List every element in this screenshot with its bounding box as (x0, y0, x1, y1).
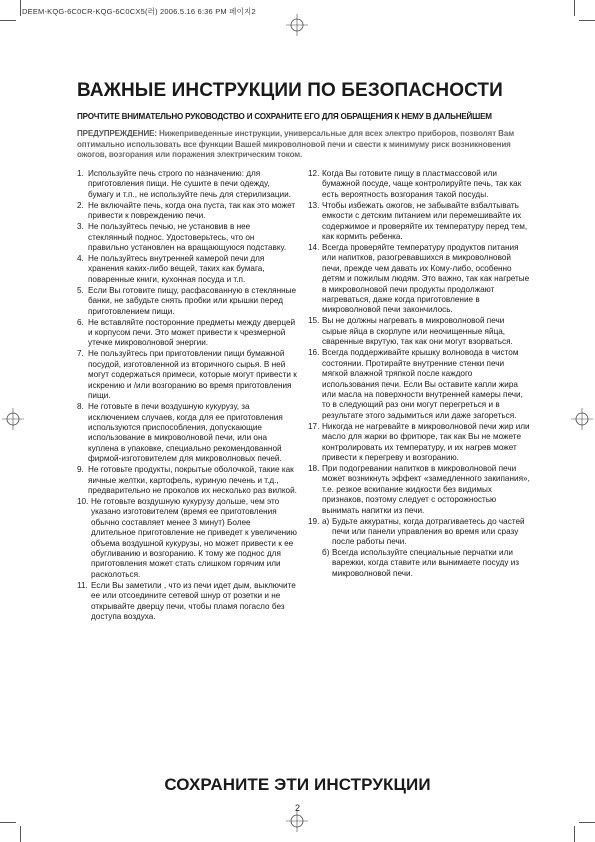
item-text: Не пользуйтесь печью, не установив в нее стеклянный поднос. Удостоверьтесь, что он правильно установлен на вращающуюся подставку. (88, 222, 287, 253)
instruction-item (308, 169, 530, 200)
item-number: 12. (308, 169, 320, 178)
instruction-item (77, 222, 297, 253)
warning-text: Нижеприведенные инструкции, универсальные для всех электро приборов, позволят Вам оптимально использовать все функции Вашей микроволновой печи и свести к минимуму риск возникновения ожогов, возгорания или поражения электрическим током. (77, 129, 515, 159)
item-number: 9. (77, 465, 84, 475)
instruction-item (77, 349, 297, 401)
instruction-item (77, 254, 297, 285)
item-text: При подогревании напитков в микроволновой печи может возникнуть эффект «замедленного закипания», т.е. резкое вскипание жидкости без видимых признаков, поэтому следует с осторожностью вынимать напитки из печи. (322, 463, 530, 515)
sub-label: а) (322, 516, 330, 526)
instructions-left-column (77, 169, 297, 623)
sub-text: Всегда используйте специальные перчатки или варежки, когда ставите или вынимаете посуду из микроволновой печи. (332, 547, 520, 578)
sub-text: Будьте аккуратны, когда дотрагиваетесь до частей печи или панели управления во время или сразу после работы печи. (332, 516, 525, 547)
item-number: 6. (77, 317, 84, 327)
item-number: 16. (308, 348, 320, 358)
instruction-item (308, 316, 530, 347)
item-number: 13. (308, 200, 320, 210)
instruction-item (308, 517, 530, 579)
crop-mark-bottom-right-h (579, 822, 595, 823)
item-number: 10. (77, 496, 89, 506)
item-text: Вы не должны нагревать в микроволновой печи сырые яйца в скорлупе или неочищенные яйца, сваренные вкрутую, так как они могут взорваться. (322, 316, 513, 347)
sub-instruction (322, 548, 530, 579)
item-text: Не пользуйтесь внутренней камерой печи для хранения каких-либо вещей, таких как бумага, поваренные книги, кухонная посуда и т.п. (88, 254, 265, 284)
item-number: 19. (308, 516, 320, 526)
item-text: Чтобы избежать ожогов, не забывайте взбалтывать емкости с детским питанием или перемешивайте их содержимое и проверяйте их температуру перед тем, как кормить ребенка. (322, 200, 528, 242)
crop-mark-top-right-h (579, 20, 595, 21)
instruction-item (77, 497, 297, 580)
page-number: 2 (294, 803, 300, 813)
instruction-item (77, 318, 297, 349)
instruction-item (77, 201, 297, 222)
sub-label: б) (322, 547, 330, 557)
crop-mark-top-left-v (20, 0, 21, 16)
item-number: 4. (77, 254, 84, 264)
item-text: Если Вы заметили , что из печи идет дым, выключите ее или отсоедините сетевой шнур от розетки и не открывайте дверцу печи, чтобы пламя погасло без доступа воздуха. (91, 580, 296, 621)
item-text: Не пользуйтесь при приготовлении пищи бумажной посудой, изготовленной из вторичного сырья. В ней могут содержаться примеси, которые могут привести к искрению и /или возгоранию во время приготовления пищи. (88, 349, 297, 401)
instruction-item (308, 464, 530, 516)
crop-mark-bottom-left-h (0, 822, 16, 823)
item-number: 7. (77, 349, 84, 359)
item-number: 18. (308, 463, 320, 473)
item-number: 14. (308, 243, 320, 253)
item-text: Если Вы готовите пищу, расфасованную в стеклянные банки, не забудьте снять пробки или крышки перед приготовлением пищи. (88, 285, 297, 316)
instruction-item (308, 201, 530, 243)
item-text: Всегда проверяйте температуру продуктов питания или напитков, разогревавшихся в микроволновой печи, прежде чем давать их Кому-либо, особенно детям и пожилым людям. Это важно, так как нагретые в микроволновой печи продукты продолжают нагреваться, даже когда приготовление в микроволновой печи закончилось. (322, 243, 530, 315)
registration-mark-icon (571, 408, 593, 430)
item-number: 8. (77, 402, 84, 412)
item-number: 1. (77, 169, 84, 178)
crop-mark-top-left-h (0, 20, 16, 21)
registration-mark-icon (2, 408, 24, 430)
page-subtitle: ПРОЧТИТЕ ВНИМАТЕЛЬНО РУКОВОДСТВО И СОХРАНИТЕ ЕГО ДЛЯ ОБРАЩЕНИЯ К НЕМУ В ДАЛЬНЕЙШЕМ (77, 112, 492, 121)
item-text: Не готовьте воздушную кукурузу дольше, чем это указано изготовителем (время ее приготовления обычно составляет менее 3 минут) Более длительное приготовление не приведет к увеличению объема воздушной кукурузы, но может привести к ее обугливанию и возгоранию. К тому же поднос для приготовления может стать слишком горячим или расколоться. (91, 496, 297, 579)
item-number: 15. (308, 316, 320, 326)
warning-paragraph (77, 129, 525, 161)
instruction-item (77, 169, 297, 200)
instruction-item (77, 465, 297, 496)
instruction-item (77, 402, 297, 464)
instruction-item (308, 348, 530, 421)
registration-mark-icon (286, 810, 308, 832)
page-title: ВАЖНЫЕ ИНСТРУКЦИИ ПО БЕЗОПАСНОСТИ (77, 80, 503, 101)
item-text: Используйте печь строго по назначению: для приготовления пищи. Не сушите в печи одежду, бумагу и т.п., не используйте печь для стерилизации. (88, 169, 291, 199)
crop-mark-bottom-left-v (20, 826, 21, 842)
warning-label: ПРЕДУПРЕЖДЕНИЕ: (77, 129, 157, 138)
item-number: 11. (77, 580, 88, 590)
instruction-item (308, 243, 530, 316)
item-text: Не включайте печь, когда она пуста, так как это может привести к повреждению печи. (88, 200, 296, 221)
crop-mark-bottom-right-v (574, 826, 575, 842)
save-instructions-heading: СОХРАНИТЕ ЭТИ ИНСТРУКЦИИ (164, 775, 431, 794)
registration-mark-icon (286, 14, 308, 36)
instruction-item (308, 422, 530, 464)
sub-instruction (322, 517, 530, 548)
item-text: Не готовьте продукты, покрытые оболочкой, такие как яичные желтки, картофель, куриную печень и т.д., предварительно не проколов их несколько раз вилкой. (88, 465, 297, 495)
instruction-item (77, 286, 297, 317)
instruction-item (77, 581, 297, 623)
item-number: 2. (77, 200, 84, 210)
item-text: Никогда не нагревайте в микроволновой печи жир или масло для жарки во фритюре, так как Вы не можете контролировать их температуру, и их нагрев может привести к перегреву и возгоранию. (322, 421, 530, 462)
print-header: DEEM-KQG-6C0CR-KQG-6C0CX5(러) 2006.5.16 6:36 PM 페이지2 (22, 7, 256, 16)
item-text: Не вставляйте посторонние предметы между дверцей и корпусом печи. Это может привести к чрезмерной утечке микроволновой энергии. (88, 317, 296, 348)
item-text: Всегда поддерживайте крышку волновода в чистом состоянии. Протирайте внутренние стенки печи мягкой влажной тряпкой после каждого использования печи. Если Вы оставите капли жира или масла на поверхности внутренней камеры печи, то в следующий раз они могут перегреться и в результате этого задымиться или даже загореться. (322, 348, 523, 420)
item-number: 5. (77, 285, 84, 295)
item-number: 17. (308, 421, 320, 431)
item-text: Когда Вы готовите пищу в пластмассовой или бумажной посуде, чаще контролируйте печь, так как есть вероятность возгорания такой посуды. (322, 169, 522, 199)
crop-mark-top-right-v (574, 0, 575, 16)
instructions-right-column (308, 169, 530, 580)
item-text: Не готовьте в печи воздушную кукурузу, за исключением случаев, когда для ее приготовления используются приспособления, допускающие использование в микроволновой печи, или она куплена в упаковке, специально рекомендованной фирмой-изготовителем для микроволновых печей. (88, 402, 283, 464)
item-number: 3. (77, 222, 84, 232)
